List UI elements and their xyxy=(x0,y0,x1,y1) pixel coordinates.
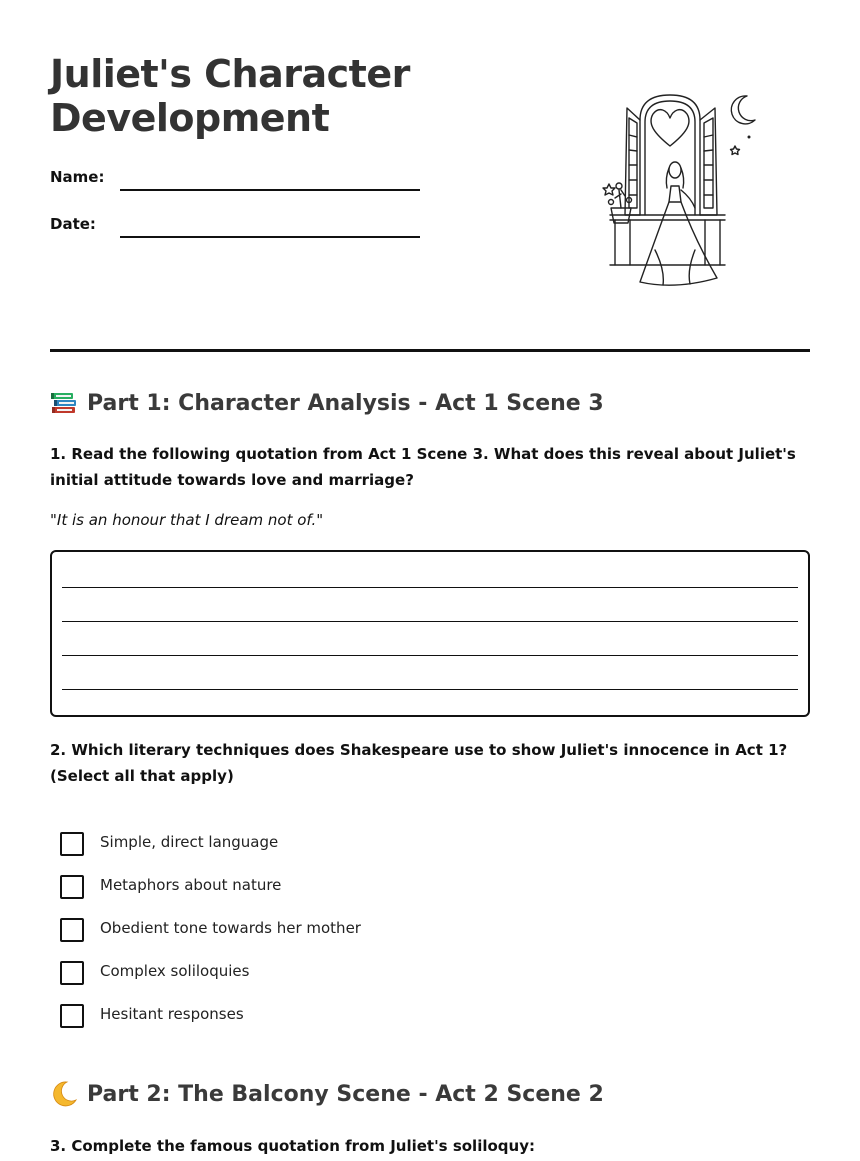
answer-box[interactable] xyxy=(50,550,810,717)
option-checkbox[interactable] xyxy=(60,1004,84,1028)
answer-line[interactable] xyxy=(62,689,798,690)
title-line-1: Juliet's Character xyxy=(50,52,410,96)
answer-line[interactable] xyxy=(62,655,798,656)
part-2-title: Part 2: The Balcony Scene - Act 2 Scene 2 xyxy=(87,1081,604,1107)
crescent-moon-icon xyxy=(50,1080,78,1108)
date-label: Date: xyxy=(50,215,96,233)
date-line[interactable] xyxy=(120,236,420,238)
option-checkbox[interactable] xyxy=(60,961,84,985)
name-line[interactable] xyxy=(120,189,420,191)
question-2: 2. Which literary techniques does Shakespeare use to show Juliet's innocence in Act 1? (Select all that apply) xyxy=(50,741,788,785)
title-line-2: Development xyxy=(50,96,330,140)
question-1-quotation: "It is an honour that I dream not of." xyxy=(50,511,324,529)
option-label: Hesitant responses xyxy=(100,1005,244,1023)
answer-line[interactable] xyxy=(62,587,798,588)
name-field[interactable] xyxy=(50,162,420,192)
answer-line[interactable] xyxy=(62,621,798,622)
option-label: Simple, direct language xyxy=(100,833,279,851)
question-2-options xyxy=(60,829,660,1044)
option-item[interactable] xyxy=(60,872,660,915)
date-field[interactable] xyxy=(50,209,420,239)
option-checkbox[interactable] xyxy=(60,875,84,899)
option-item[interactable] xyxy=(60,1001,660,1044)
option-label: Metaphors about nature xyxy=(100,876,282,894)
option-item[interactable] xyxy=(60,915,660,958)
part-1-title: Part 1: Character Analysis - Act 1 Scene 3 xyxy=(87,390,604,416)
question-1: 1. Read the following quotation from Act 1 Scene 3. What does this reveal about Juliet's initial attitude towards love and marriage? xyxy=(50,445,796,489)
juliet-balcony-illustration xyxy=(595,90,770,295)
option-label: Complex soliloquies xyxy=(100,962,250,980)
option-checkbox[interactable] xyxy=(60,832,84,856)
option-checkbox[interactable] xyxy=(60,918,84,942)
part-1-heading xyxy=(50,389,604,417)
worksheet-title xyxy=(50,52,410,140)
section-divider xyxy=(50,349,810,352)
option-item[interactable] xyxy=(60,958,660,1001)
part-2-heading xyxy=(50,1080,604,1108)
option-label: Obedient tone towards her mother xyxy=(100,919,361,937)
question-3: 3. Complete the famous quotation from Juliet's soliloquy: xyxy=(50,1137,535,1155)
books-icon xyxy=(50,389,78,417)
name-label: Name: xyxy=(50,168,105,186)
option-item[interactable] xyxy=(60,829,660,872)
